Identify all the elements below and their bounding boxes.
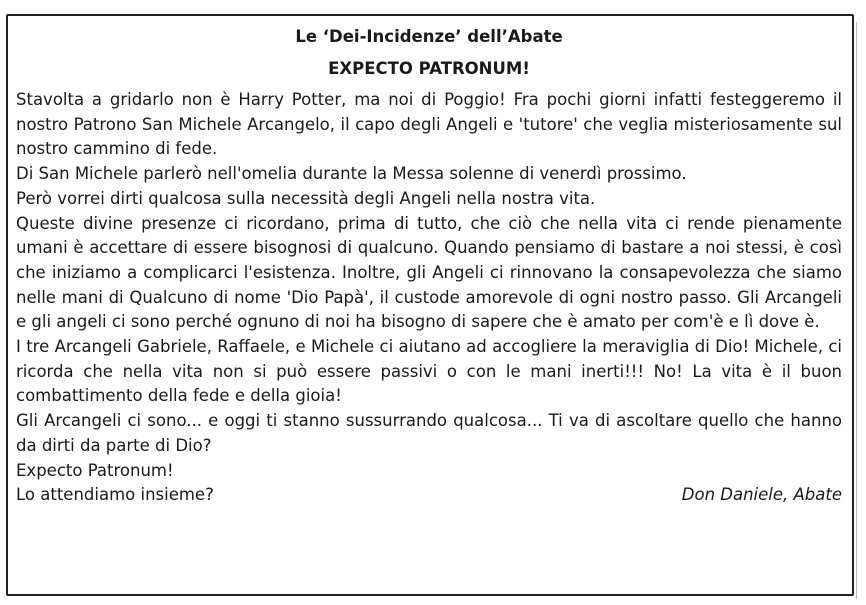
paragraph: I tre Arcangeli Gabriele, Raffaele, e Michele ci aiutano ad accogliere la meraviglia di Dio! Michele, ci ricorda che nella vita non si può essere passivi o con le mani inerti!!! No! La vita è il buon combattimento della fede e della gioia! xyxy=(16,337,842,406)
paragraph: Stavolta a gridarlo non è Harry Potter, ma noi di Poggio! Fra pochi giorni infatti festeggeremo il nostro Patrono San Michele Arcangelo, il capo degli Angeli e 'tutore' che veglia misteriosamente sul nostro cammino di fede. xyxy=(16,90,842,159)
column-title: Le ‘Dei-Incidenze’ dell’Abate xyxy=(295,27,563,46)
article-content xyxy=(16,22,842,508)
article-body xyxy=(16,88,842,508)
paragraph: Queste divine presenze ci ricordano, prima di tutto, che ciò che nella vita ci rende pienamente umani è accettare di essere bisognosi di qualcuno. Quando pensiamo di bastare a noi stessi, è così che iniziamo a complicarci l'esistenza. Inoltre, gli Angeli ci rinnovano la consapevolezza che siamo nelle mani di Qualcuno di nome 'Dio Papà', il custode amorevole di ogni nostro passo. Gli Arcangeli e gli angeli ci sono perché ognuno di noi ha bisogno di sapere che è amato per com'è e lì dove è. xyxy=(16,213,842,332)
paragraph: Gli Arcangeli ci sono... e oggi ti stanno sussurrando qualcosa... Ti va di ascoltare quello che hanno da dirti da parte di Dio? xyxy=(16,411,842,455)
paragraph: Di San Michele parlerò nell'omelia durante la Messa solenne di venerdì prossimo. xyxy=(16,164,687,184)
paragraph: Expecto Patronum! xyxy=(16,460,174,480)
author-signature: Don Daniele, Abate xyxy=(681,485,842,505)
paragraph: Però vorrei dirti qualcosa sulla necessità degli Angeli nella nostra vita. xyxy=(16,188,596,208)
article-headline: EXPECTO PATRONUM! xyxy=(328,59,530,78)
closing-line xyxy=(16,483,842,508)
closing-question: Lo attendiamo insieme? xyxy=(16,485,214,505)
